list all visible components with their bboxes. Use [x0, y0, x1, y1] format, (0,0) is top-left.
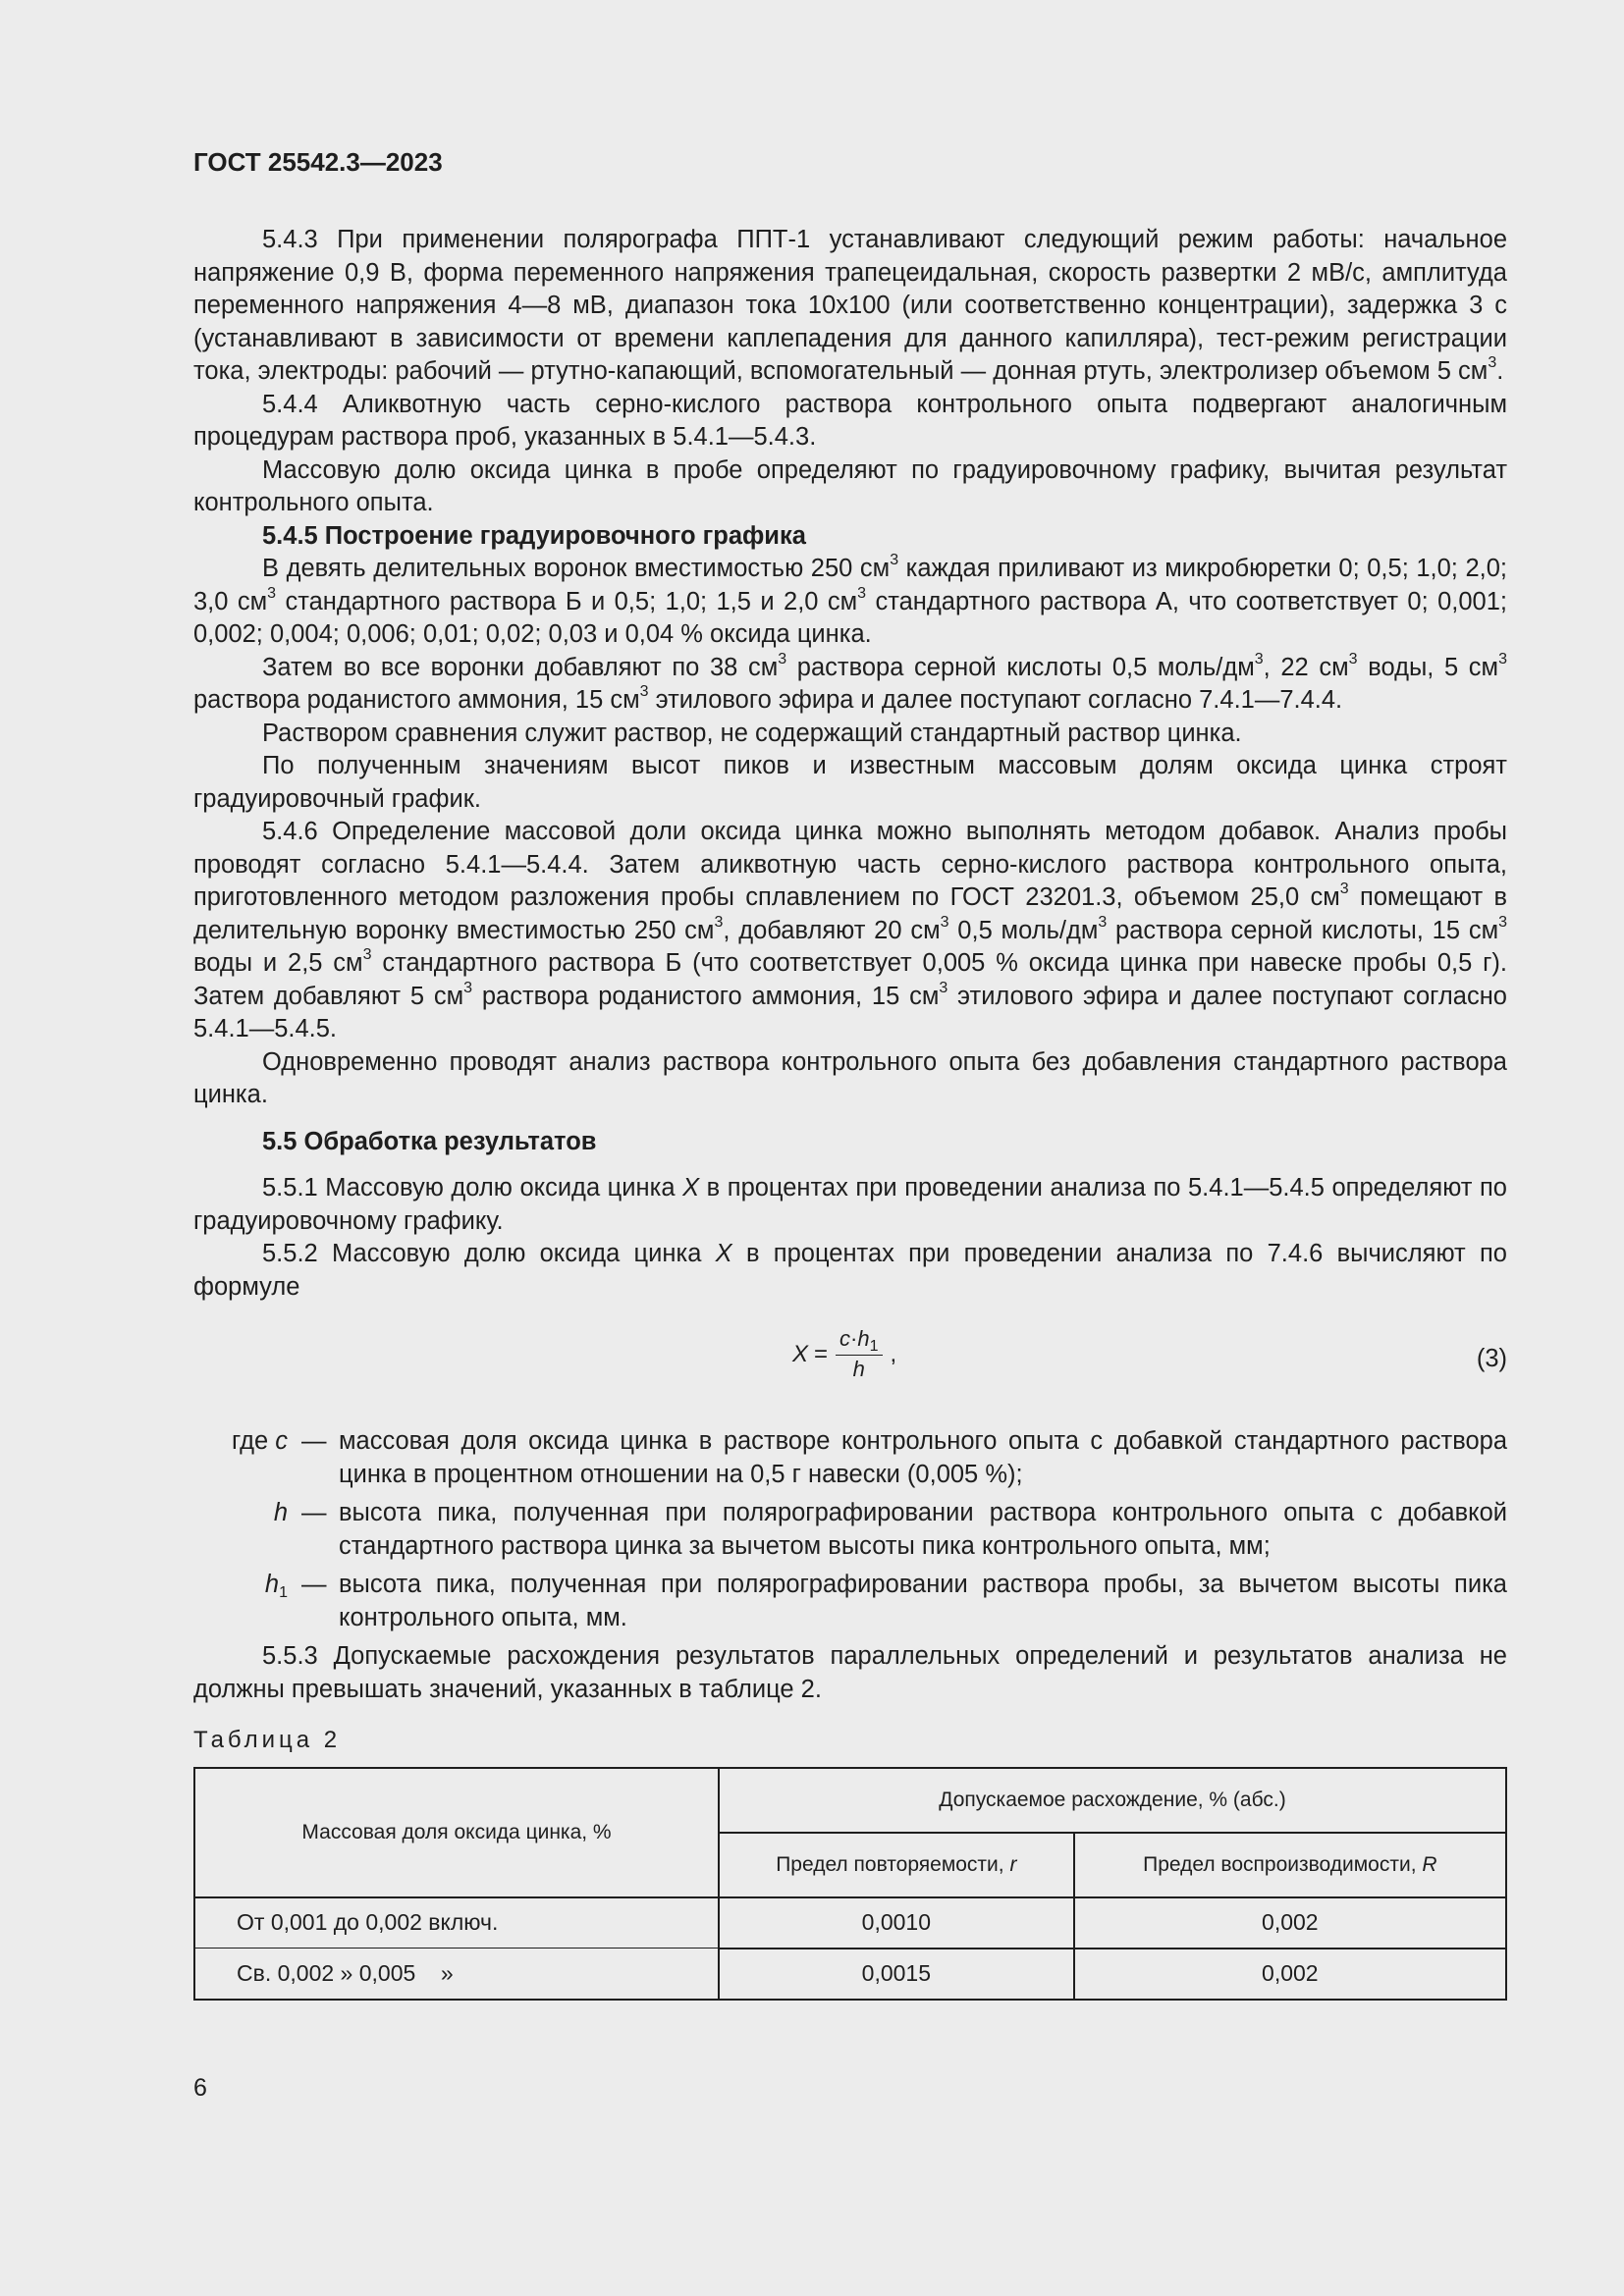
- paragraph-5-4-3: 5.4.3 При применении полярографа ППТ-1 устанавливают следующий режим работы: начальное напряжение 0,9 В, форма переменного напряжения трапецеидальная, скорость развертки 2 мВ/с, амплитуда переменного напряжения 4—8 мВ, диапазон тока 10х100 (или соответственно концентрации), задержка 3 с (устанавливают в зависимости от времени каплепадения для данного капилляра), тест-режим регистрации тока, электроды: рабочий — ртутно-капающий, вспомогательный — донная ртуть, электролизер объемом 5 $см^3$.: [193, 226, 1507, 385]
- paragraph-5-4-4: 5.4.4 Аликвотную часть серно-кислого раствора контрольного опыта подвергают аналогичным процедурам раствора проб, указанных в 5.4.1—5.4.3.: [193, 390, 1507, 451]
- table-header-mass-fraction: Массовая доля оксида цинка, %: [194, 1768, 719, 1897]
- page-number: 6: [193, 2074, 207, 2102]
- formula-expression: [792, 1325, 896, 1383]
- paragraph-5-5-1: 5.5.1 Массовую долю оксида цинка X в процентах при проведении анализа по 5.4.1—5.4.5 определяют по градуировочному графику.: [193, 1174, 1507, 1235]
- table-cell-r: 0,0015: [719, 1949, 1074, 2000]
- definition-symbol: c: [275, 1427, 288, 1455]
- paragraph-5-4-4-b: Массовую долю оксида цинка в пробе определяют по градуировочному графику, вычитая результат контрольного опыта.: [193, 455, 1507, 516]
- heading-5-5: 5.5 Обработка результатов: [262, 1127, 597, 1155]
- paragraph-5-4-5-d: По полученным значениям высот пиков и известным массовым долям оксида цинка строят градуировочный график.: [193, 752, 1507, 813]
- definition-prefix: где: [231, 1427, 276, 1455]
- table-row: [194, 1949, 1506, 2000]
- heading-5-4-5: 5.4.5 Построение градуировочного графика: [262, 521, 806, 550]
- paragraph-5-4-5-a: В девять делительных воронок вместимостью 250 $см^3$ каждая приливают из микробюретки 0; 0,5; 1,0; 2,0; 3,0 $см^3$ стандартного раствора Б и 0,5; 1,0; 1,5 и 2,0 $см^3$ стандартного раствора А, что соответствует 0; 0,001; 0,002; 0,004; 0,006; 0,01; 0,02; 0,03 и 0,04 % оксида цинка.: [193, 552, 1507, 648]
- table-row: [194, 1897, 1506, 1949]
- paragraph-5-4-6: 5.4.6 Определение массовой доли оксида цинка можно выполнять методом добавок. Анализ пробы проводят согласно 5.4.1—5.4.4. Затем аликвотную часть серно-кислого раствора контрольного опыта, приготовленного методом разложения пробы сплавлением по ГОСТ 23201.3, объемом 25,0 $см^3$ помещают в делительную воронку вместимостью 250 $см^3$, добавляют 20 $см^3$ 0,5 моль/$дм^3$ раствора серной кислоты, 15 $см^3$ воды и 2,5 $см^3$ стандартного раствора Б (что соответствует 0,005 % оксида цинка при навеске пробы 0,5 г). Затем добавляют 5 $см^3$ раствора роданистого аммония, 15 $см^3$ этилового эфира и далее поступают согласно 5.4.1—5.4.5.: [193, 818, 1508, 1042]
- table-header-symbol: R: [1422, 1852, 1437, 1876]
- definition-symbol: h: [273, 1499, 288, 1526]
- definition-text: высота пика, полученная при полярографировании раствора контрольного опыта с добавкой стандартного раствора цинка за вычетом высоты пика контрольного опыта, мм;: [339, 1499, 1507, 1560]
- paragraph-5-5-3: 5.5.3 Допускаемые расхождения результатов параллельных определений и результатов анализа не должны превышать значений, указанных в таблице 2.: [193, 1642, 1507, 1703]
- paragraph-5-4-5-c: Раствором сравнения служит раствор, не содержащий стандартный раствор цинка.: [262, 719, 1242, 747]
- table-header-repeatability: [719, 1833, 1074, 1897]
- paragraph-5-5-2: 5.5.2 Массовую долю оксида цинка X в процентах при проведении анализа по 7.4.6 вычисляют по формуле: [193, 1240, 1507, 1301]
- formula-den-h: h: [852, 1357, 865, 1381]
- table-header-text: Предел воспроизводимости,: [1143, 1852, 1423, 1876]
- definition-h: [193, 1497, 1507, 1563]
- definition-text: массовая доля оксида цинка в растворе контрольного опыта с добавкой стандартного раствора цинка в процентном отношении на 0,5 г навески (0,005 %);: [339, 1427, 1507, 1488]
- paragraph-5-4-6-b: Одновременно проводят анализ раствора контрольного опыта без добавления стандартного раствора цинка.: [193, 1047, 1507, 1108]
- table-header-symbol: r: [1009, 1852, 1017, 1876]
- definition-text: высота пика, полученная при полярографировании раствора пробы, за вычетом высоты пика контрольного опыта, мм.: [339, 1571, 1507, 1631]
- table-header-text: Предел повторяемости,: [776, 1852, 1010, 1876]
- table-cell-r: 0,0010: [719, 1897, 1074, 1949]
- formula-comma: ,: [890, 1340, 897, 1367]
- table-cell-R: 0,002: [1074, 1897, 1506, 1949]
- formula-num-c: c: [839, 1326, 851, 1351]
- table-cell-range: Св. 0,002 » 0,005 »: [194, 1949, 719, 2000]
- table-cell-R: 0,002: [1074, 1949, 1506, 2000]
- table-cell-range: От 0,001 до 0,002 включ.: [194, 1897, 719, 1949]
- formula-num-sub: 1: [869, 1338, 879, 1355]
- definition-h1: [193, 1569, 1507, 1634]
- table-caption: Таблица 2: [193, 1727, 342, 1753]
- table-header-reproducibility: [1074, 1833, 1506, 1897]
- formula-number: (3): [1476, 1345, 1507, 1372]
- definition-sub: 1: [279, 1584, 288, 1601]
- formula-fraction: [836, 1325, 882, 1383]
- tolerance-table: [193, 1767, 1507, 2001]
- definition-dash: —: [301, 1571, 327, 1598]
- formula-numerator: [836, 1325, 882, 1356]
- formula-lhs: X: [792, 1340, 809, 1367]
- formula-3: [193, 1319, 1507, 1402]
- definition-dash: —: [301, 1499, 327, 1526]
- paragraph-5-4-5-b: Затем во все воронки добавляют по 38 $см^3$ раствора серной кислоты 0,5 моль/$дм^3$, 22 $см^3$ воды, 5 $см^3$ раствора роданистого аммония, 15 $см^3$ этилового эфира и далее поступают согласно 7.4.1—7.4.4.: [193, 650, 1507, 714]
- definition-c: [193, 1425, 1507, 1491]
- table-header-group: Допускаемое расхождение, % (абс.): [719, 1768, 1506, 1833]
- definition-dash: —: [301, 1427, 327, 1455]
- definitions-list: [193, 1425, 1507, 1634]
- definition-symbol: h: [264, 1571, 280, 1598]
- formula-num-dot: ·: [850, 1326, 858, 1351]
- formula-denominator: [853, 1356, 865, 1383]
- document-body: [193, 224, 1507, 2001]
- formula-equals: =: [814, 1340, 829, 1367]
- formula-num-h: h: [857, 1326, 870, 1351]
- document-header: ГОСТ 25542.3—2023: [193, 147, 443, 177]
